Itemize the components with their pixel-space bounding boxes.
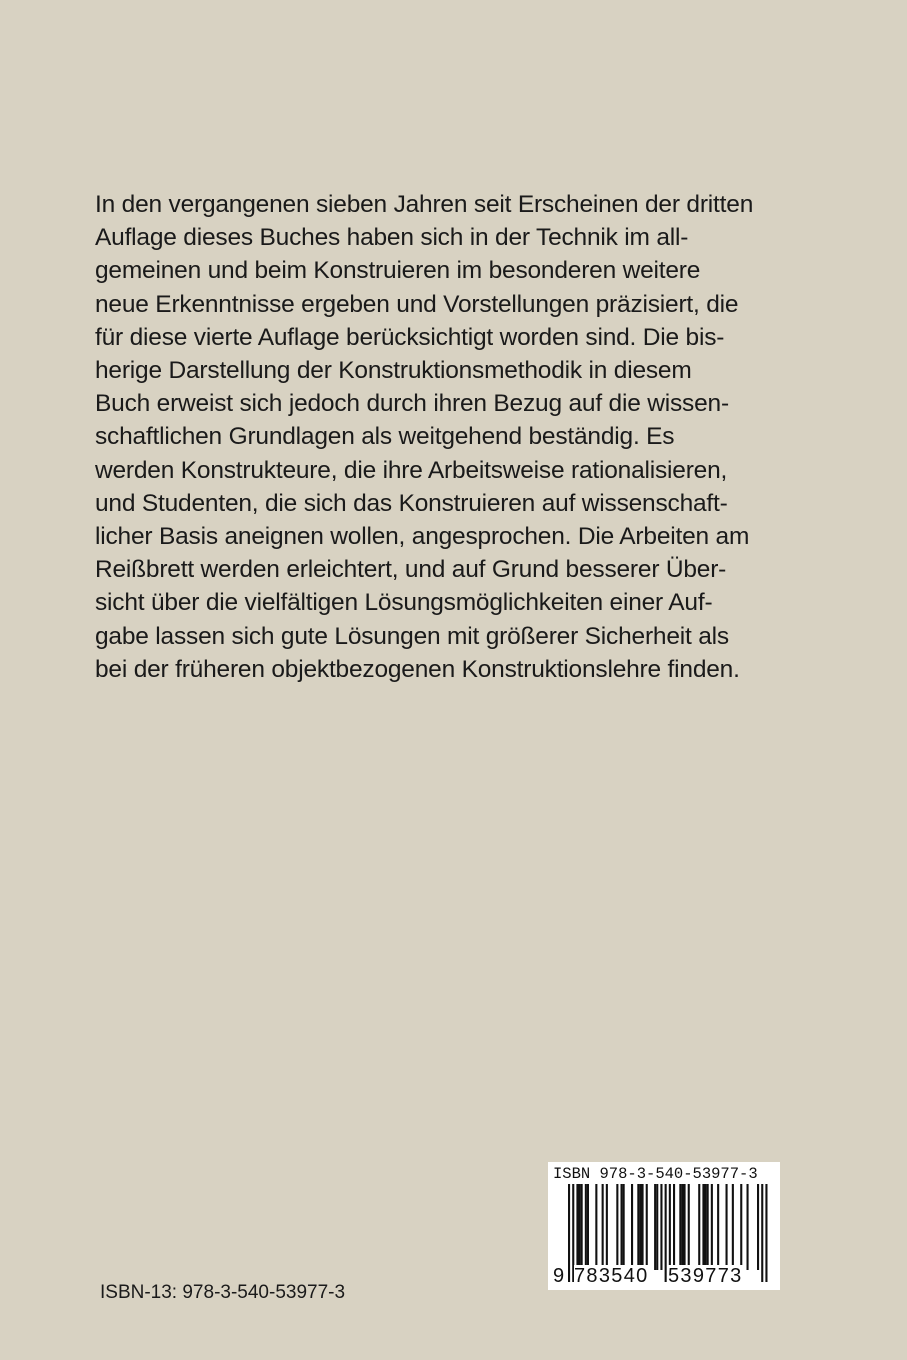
barcode-bar (646, 1184, 648, 1270)
barcode-bar (656, 1184, 658, 1270)
barcode-bar (747, 1184, 749, 1270)
barcode-bar (684, 1184, 686, 1270)
blurb-line: neue Erkenntnisse ergeben und Vorstellungen präzisiert, die (95, 290, 739, 318)
barcode-bar (602, 1184, 604, 1270)
blurb-line: gemeinen und beim Konstruieren im besonderen weitere (95, 257, 701, 285)
blurb-line: licher Basis aneignen wollen, angesprochen. Die Arbeiten am (95, 523, 750, 551)
blurb-line: werden Konstrukteure, die ihre Arbeitsweise rationalisieren, (95, 456, 728, 484)
isbn-barcode (548, 1162, 780, 1290)
barcode-right-digits: 539773 (668, 1265, 743, 1287)
barcode-bar (595, 1184, 597, 1270)
barcode-bar (681, 1184, 683, 1270)
barcode-bar (642, 1184, 644, 1270)
barcode-bar (568, 1184, 570, 1282)
barcode-bar (623, 1184, 625, 1270)
blurb-line: Buch erweist sich jedoch durch ihren Bezug auf die wissen- (95, 390, 729, 418)
barcode-bar (740, 1184, 742, 1270)
blurb-line: schaftlichen Grundlagen als weitgehend beständig. Es (95, 423, 675, 451)
blurb-line: herige Darstellung der Konstruktionsmethodik in diesem (95, 357, 692, 385)
barcode-bar (688, 1184, 690, 1270)
barcode-bar (698, 1184, 700, 1270)
barcode-bar (631, 1184, 633, 1270)
barcode-bar (587, 1184, 589, 1270)
barcode-first-digit: 9 (553, 1265, 566, 1287)
back-cover-blurb (95, 188, 835, 686)
blurb-line: für diese vierte Auflage berücksichtigt worden sind. Die bis- (95, 323, 725, 351)
barcode-bar (621, 1184, 623, 1270)
barcode-left-digits: 783540 (574, 1265, 649, 1287)
blurb-line: In den vergangenen sieben Jahren seit Erscheinen der dritten (95, 191, 754, 218)
barcode-bar (581, 1184, 583, 1270)
barcode-bar (702, 1184, 704, 1270)
barcode-bar (576, 1184, 578, 1270)
barcode-bar (673, 1184, 675, 1270)
barcode-bar (765, 1184, 767, 1282)
barcode-isbn-caption: ISBN 978-3-540-53977-3 (553, 1165, 758, 1183)
barcode-bar (585, 1184, 587, 1270)
barcode-bar (654, 1184, 656, 1270)
barcode-bar (637, 1184, 639, 1270)
barcode-bar (717, 1184, 719, 1270)
blurb-line: Reißbrett werden erleichtert, und auf Grund besserer Über- (95, 556, 727, 584)
barcode-bar (726, 1184, 728, 1270)
barcode-bar (679, 1184, 681, 1270)
blurb-line: bei der früheren objektbezogenen Konstruktionslehre finden. (95, 655, 740, 683)
barcode-bar (639, 1184, 641, 1270)
barcode-bar (616, 1184, 618, 1270)
barcode-bar (757, 1184, 759, 1270)
barcode-bar (660, 1184, 662, 1270)
isbn-label: ISBN-13: 978-3-540-53977-3 (100, 1282, 346, 1303)
barcode-bar (705, 1184, 707, 1270)
barcode-bar (579, 1184, 581, 1270)
barcode-bar (732, 1184, 734, 1270)
blurb-line: Auflage dieses Buches haben sich in der Technik im all- (95, 224, 689, 252)
barcode-bar (711, 1184, 713, 1270)
blurb-line: gabe lassen sich gute Lösungen mit größerer Sicherheit als (95, 622, 729, 650)
barcode-bar (665, 1184, 667, 1282)
barcode-bar (707, 1184, 709, 1270)
barcode-bar (606, 1184, 608, 1270)
barcode-bar (761, 1184, 763, 1282)
blurb-line: sicht über die vielfältigen Lösungsmöglichkeiten einer Auf- (95, 589, 713, 617)
blurb-line: und Studenten, die sich das Konstruieren auf wissenschaft- (95, 489, 728, 517)
